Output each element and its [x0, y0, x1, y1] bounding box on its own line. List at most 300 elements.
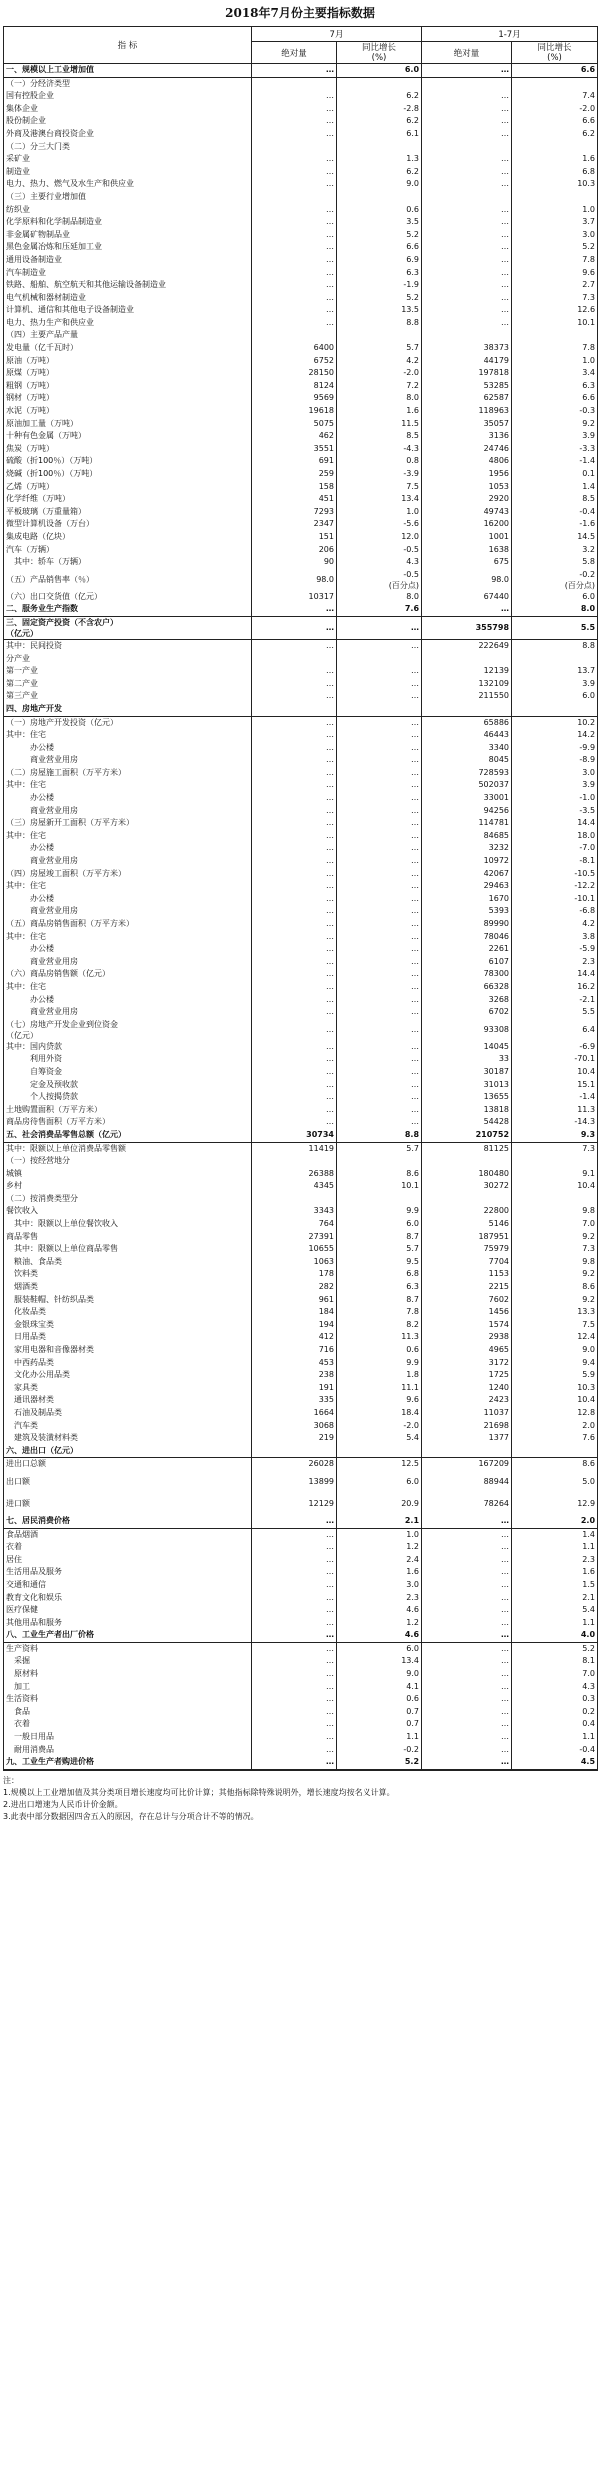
month-abs-value: 28150 — [252, 367, 337, 380]
ytd-abs-value: … — [422, 1592, 512, 1605]
indicator-name: 其中：住宅 — [4, 779, 252, 792]
month-growth-value: … — [337, 1019, 422, 1041]
month-abs-value: … — [252, 1642, 337, 1655]
table-row — [4, 1554, 598, 1567]
ytd-abs-value: 65886 — [422, 716, 512, 729]
ytd-growth-value: -10.5 — [512, 868, 598, 881]
indicator-name: 烟酒类 — [4, 1281, 252, 1294]
month-abs-value: 453 — [252, 1357, 337, 1370]
indicator-name: 办公楼 — [4, 893, 252, 906]
table-row — [4, 1231, 598, 1244]
month-abs-value: … — [252, 1668, 337, 1681]
indicator-name: 化妆品类 — [4, 1306, 252, 1319]
month-growth-value: 9.0 — [337, 1668, 422, 1681]
month-growth-value: 11.3 — [337, 1331, 422, 1344]
month-abs-value: 12129 — [252, 1493, 337, 1515]
ytd-growth-value — [512, 77, 598, 90]
month-growth-value: 1.2 — [337, 1617, 422, 1630]
ytd-abs-value: 10972 — [422, 855, 512, 868]
month-growth-value: 11.1 — [337, 1382, 422, 1395]
ytd-growth-value: 10.4 — [512, 1066, 598, 1079]
indicator-name: 纺织业 — [4, 204, 252, 217]
ytd-abs-value: 502037 — [422, 779, 512, 792]
month-abs-value: 3551 — [252, 443, 337, 456]
month-growth-value — [337, 1155, 422, 1168]
ytd-growth-value: -6.8 — [512, 905, 598, 918]
table-row — [4, 468, 598, 481]
table-row — [4, 392, 598, 405]
ytd-abs-value — [422, 703, 512, 716]
ytd-growth-value: 1.1 — [512, 1731, 598, 1744]
table-row — [4, 443, 598, 456]
month-abs-value: … — [252, 1718, 337, 1731]
ytd-abs-value: 13818 — [422, 1104, 512, 1117]
ytd-growth-value: -8.9 — [512, 754, 598, 767]
indicator-name: 第二产业 — [4, 678, 252, 691]
indicator-name: 进出口总额 — [4, 1458, 252, 1471]
month-abs-value: 26028 — [252, 1458, 337, 1471]
table-row — [4, 1579, 598, 1592]
month-abs-value: … — [252, 1541, 337, 1554]
month-abs-value: … — [252, 1744, 337, 1757]
table-row — [4, 153, 598, 166]
ytd-abs-value: 33001 — [422, 792, 512, 805]
ytd-growth-value: 16.2 — [512, 981, 598, 994]
ytd-abs-value: 33 — [422, 1053, 512, 1066]
table-row — [4, 1019, 598, 1041]
table-row — [4, 1744, 598, 1757]
table-row — [4, 1617, 598, 1630]
month-abs-value: … — [252, 981, 337, 994]
ytd-growth-value: -8.1 — [512, 855, 598, 868]
indicator-name: 办公楼 — [4, 792, 252, 805]
ytd-abs-value: 53285 — [422, 380, 512, 393]
month-growth-value: … — [337, 1104, 422, 1117]
ytd-growth-value: 1.6 — [512, 153, 598, 166]
table-row — [4, 616, 598, 639]
table-row — [4, 1566, 598, 1579]
ytd-abs-value: 8045 — [422, 754, 512, 767]
ytd-growth-value — [512, 1155, 598, 1168]
ytd-growth-value: 3.9 — [512, 430, 598, 443]
month-abs-value: … — [252, 64, 337, 78]
ytd-abs-value: … — [422, 64, 512, 78]
ytd-growth-value: 11.3 — [512, 1104, 598, 1117]
ytd-growth-value: 1.0 — [512, 204, 598, 217]
ytd-abs-value: 81125 — [422, 1142, 512, 1155]
ytd-abs-value: … — [422, 1642, 512, 1655]
indicator-name: 自筹资金 — [4, 1066, 252, 1079]
ytd-abs-value: 197818 — [422, 367, 512, 380]
month-growth-header: 同比增长 (%) — [337, 42, 422, 64]
month-growth-value: 13.5 — [337, 304, 422, 317]
month-growth-value: 8.8 — [337, 1129, 422, 1142]
table-row — [4, 994, 598, 1007]
month-growth-value: 7.8 — [337, 1306, 422, 1319]
ytd-growth-value: 13.3 — [512, 1306, 598, 1319]
ytd-abs-value — [422, 329, 512, 342]
month-abs-value: … — [252, 868, 337, 881]
month-growth-value: 2.1 — [337, 1515, 422, 1528]
table-row — [4, 1693, 598, 1706]
indicator-name: 七、居民消费价格 — [4, 1515, 252, 1528]
ytd-growth-value: 3.7 — [512, 216, 598, 229]
ytd-growth-value: 3.0 — [512, 767, 598, 780]
table-row — [4, 603, 598, 616]
ytd-abs-value: 2938 — [422, 1331, 512, 1344]
indicator-name: 办公楼 — [4, 943, 252, 956]
month-abs-value: … — [252, 1528, 337, 1541]
ytd-growth-value: 18.0 — [512, 830, 598, 843]
ytd-abs-value: 1240 — [422, 1382, 512, 1395]
month-abs-value: … — [252, 742, 337, 755]
ytd-growth-value: 5.0 — [512, 1471, 598, 1493]
ytd-abs-value: 67440 — [422, 591, 512, 604]
ytd-growth-value: 7.6 — [512, 1432, 598, 1445]
table-row — [4, 204, 598, 217]
month-growth-value — [337, 653, 422, 666]
month-abs-value: … — [252, 254, 337, 267]
table-row — [4, 792, 598, 805]
table-row — [4, 1218, 598, 1231]
month-growth-value: 3.0 — [337, 1579, 422, 1592]
month-growth-value: 12.0 — [337, 531, 422, 544]
month-abs-value: … — [252, 716, 337, 729]
indicator-name: 其中：限额以上单位消费品零售额 — [4, 1142, 252, 1155]
month-abs-value: … — [252, 1091, 337, 1104]
table-row — [4, 216, 598, 229]
indicator-name: 汽车（万辆） — [4, 544, 252, 557]
month-abs-value: … — [252, 1681, 337, 1694]
month-abs-value: … — [252, 1104, 337, 1117]
month-abs-value: 259 — [252, 468, 337, 481]
ytd-abs-value: … — [422, 166, 512, 179]
ytd-growth-value: 3.4 — [512, 367, 598, 380]
ytd-growth-value: 7.8 — [512, 342, 598, 355]
ytd-abs-value: 46443 — [422, 729, 512, 742]
ytd-header: 1-7月 — [422, 27, 598, 42]
indicator-name: 采掘 — [4, 1655, 252, 1668]
indicator-name: 十种有色金属（万吨） — [4, 430, 252, 443]
month-growth-value: -4.3 — [337, 443, 422, 456]
ytd-growth-value: 8.0 — [512, 603, 598, 616]
month-growth-value — [337, 703, 422, 716]
month-growth-value: 8.8 — [337, 317, 422, 330]
ytd-growth-value: 7.4 — [512, 90, 598, 103]
indicator-name: 商业营业用房 — [4, 754, 252, 767]
month-growth-value: … — [337, 994, 422, 1007]
month-growth-value: 2.4 — [337, 1554, 422, 1567]
ytd-abs-value — [422, 141, 512, 154]
month-growth-value: 6.8 — [337, 1268, 422, 1281]
month-growth-value: 8.6 — [337, 1168, 422, 1181]
month-growth-value: 6.2 — [337, 90, 422, 103]
indicator-name: （五）产品销售率（％） — [4, 569, 252, 591]
table-row — [4, 1592, 598, 1605]
month-abs-value: … — [252, 665, 337, 678]
ytd-growth-value: 9.2 — [512, 418, 598, 431]
ytd-abs-value: … — [422, 1515, 512, 1528]
table-row — [4, 981, 598, 994]
table-row — [4, 1718, 598, 1731]
indicator-name: 生产资料 — [4, 1642, 252, 1655]
month-abs-value: … — [252, 229, 337, 242]
table-row — [4, 943, 598, 956]
month-abs-value: … — [252, 128, 337, 141]
table-row — [4, 1642, 598, 1655]
table-row — [4, 1629, 598, 1642]
indicator-name: 分产业 — [4, 653, 252, 666]
table-row — [4, 1344, 598, 1357]
indicator-name: 通讯器材类 — [4, 1394, 252, 1407]
table-row — [4, 817, 598, 830]
table-row — [4, 1168, 598, 1181]
indicator-name: 原油加工量（万吨） — [4, 418, 252, 431]
ytd-abs-value: 180480 — [422, 1168, 512, 1181]
table-row — [4, 779, 598, 792]
table-row — [4, 1382, 598, 1395]
ytd-growth-value: 0.1 — [512, 468, 598, 481]
ytd-abs-value: 1956 — [422, 468, 512, 481]
table-row — [4, 1006, 598, 1019]
table-row — [4, 115, 598, 128]
month-growth-value: … — [337, 981, 422, 994]
indicator-name: （五）商品房销售面积（万平方米） — [4, 918, 252, 931]
month-growth-value: 4.1 — [337, 1681, 422, 1694]
month-growth-value: -2.0 — [337, 1420, 422, 1433]
ytd-growth-value: 10.4 — [512, 1394, 598, 1407]
month-abs-value: … — [252, 1706, 337, 1719]
ytd-abs-value: 94256 — [422, 805, 512, 818]
month-growth-value: 6.1 — [337, 128, 422, 141]
ytd-abs-value: … — [422, 1554, 512, 1567]
indicator-name: （一）按经营地分 — [4, 1155, 252, 1168]
table-row — [4, 178, 598, 191]
month-growth-value: 7.5 — [337, 481, 422, 494]
month-growth-value: -5.6 — [337, 518, 422, 531]
ytd-growth-value: 3.9 — [512, 779, 598, 792]
table-row — [4, 918, 598, 931]
ytd-abs-value: 12139 — [422, 665, 512, 678]
table-row — [4, 1420, 598, 1433]
month-growth-value: … — [337, 678, 422, 691]
table-row — [4, 1528, 598, 1541]
ytd-growth-value: 6.6 — [512, 64, 598, 78]
indicator-name: （二）分三大门类 — [4, 141, 252, 154]
ytd-abs-value: 1670 — [422, 893, 512, 906]
indicator-name: 一般日用品 — [4, 1731, 252, 1744]
ytd-growth-value: 2.7 — [512, 279, 598, 292]
ytd-abs-value: 5393 — [422, 905, 512, 918]
ytd-growth-value: 14.5 — [512, 531, 598, 544]
month-growth-value: … — [337, 1006, 422, 1019]
month-growth-value: … — [337, 893, 422, 906]
indicator-name: 其中：轿车（万辆） — [4, 556, 252, 569]
month-abs-value: … — [252, 918, 337, 931]
indicator-name: 六、进出口（亿元） — [4, 1445, 252, 1458]
ytd-growth-value: 1.1 — [512, 1617, 598, 1630]
indicator-name: 黑色金属冶炼和压延加工业 — [4, 241, 252, 254]
ytd-abs-value: … — [422, 254, 512, 267]
month-abs-value: … — [252, 1053, 337, 1066]
table-row — [4, 703, 598, 716]
indicator-name: 其中：住宅 — [4, 981, 252, 994]
month-abs-value: 6752 — [252, 355, 337, 368]
ytd-abs-value: … — [422, 216, 512, 229]
ytd-abs-value: … — [422, 304, 512, 317]
indicator-name: 出口额 — [4, 1471, 252, 1493]
table-row — [4, 1268, 598, 1281]
table-row — [4, 405, 598, 418]
table-row — [4, 754, 598, 767]
table-row — [4, 1142, 598, 1155]
indicator-name: 其他用品和服务 — [4, 1617, 252, 1630]
ytd-abs-value: 114781 — [422, 817, 512, 830]
table-row — [4, 1458, 598, 1471]
month-abs-value: 764 — [252, 1218, 337, 1231]
ytd-abs-value: … — [422, 1718, 512, 1731]
month-growth-value: … — [337, 842, 422, 855]
table-row — [4, 1180, 598, 1193]
ytd-growth-value: 2.3 — [512, 956, 598, 969]
month-abs-value: 19618 — [252, 405, 337, 418]
month-abs-value: … — [252, 1554, 337, 1567]
month-growth-value: 5.7 — [337, 1243, 422, 1256]
month-abs-value: … — [252, 1604, 337, 1617]
month-abs-value: … — [252, 968, 337, 981]
table-row — [4, 855, 598, 868]
indicator-name: 其中：住宅 — [4, 880, 252, 893]
ytd-growth-value — [512, 1193, 598, 1206]
ytd-abs-value — [422, 77, 512, 90]
ytd-growth-value: 12.6 — [512, 304, 598, 317]
indicator-name: 其中：限额以上单位商品零售 — [4, 1243, 252, 1256]
month-growth-value — [337, 1445, 422, 1458]
indicator-name: 服装鞋帽、针纺织品类 — [4, 1294, 252, 1307]
ytd-growth-value: 1.1 — [512, 1541, 598, 1554]
indicator-name: 生活资料 — [4, 1693, 252, 1706]
table-row — [4, 455, 598, 468]
table-row — [4, 742, 598, 755]
ytd-abs-value: … — [422, 1668, 512, 1681]
month-growth-value: … — [337, 767, 422, 780]
month-abs-value: … — [252, 943, 337, 956]
month-abs-value: … — [252, 893, 337, 906]
table-row — [4, 544, 598, 557]
ytd-abs-value: 54428 — [422, 1116, 512, 1129]
ytd-growth-value — [512, 329, 598, 342]
month-growth-value: -1.9 — [337, 279, 422, 292]
month-abs-value: 194 — [252, 1319, 337, 1332]
month-abs-value: 26388 — [252, 1168, 337, 1181]
ytd-abs-value: 62587 — [422, 392, 512, 405]
ytd-abs-value: … — [422, 1604, 512, 1617]
month-abs-value — [252, 703, 337, 716]
ytd-growth-value: 9.2 — [512, 1294, 598, 1307]
table-row — [4, 1129, 598, 1142]
ytd-growth-value: 15.1 — [512, 1079, 598, 1092]
ytd-growth-value — [512, 653, 598, 666]
ytd-growth-value: 3.9 — [512, 678, 598, 691]
ytd-abs-value: 2261 — [422, 943, 512, 956]
month-abs-value: … — [252, 1515, 337, 1528]
ytd-abs-value: 78046 — [422, 931, 512, 944]
ytd-abs-value: 88944 — [422, 1471, 512, 1493]
ytd-abs-value: … — [422, 1629, 512, 1642]
ytd-abs-value — [422, 653, 512, 666]
month-abs-value: … — [252, 616, 337, 639]
month-abs-value: … — [252, 931, 337, 944]
month-abs-value: 451 — [252, 493, 337, 506]
indicator-name: 平板玻璃（万重量箱） — [4, 506, 252, 519]
ytd-growth-value: 3.8 — [512, 931, 598, 944]
ytd-growth-value: 8.6 — [512, 1458, 598, 1471]
table-row — [4, 556, 598, 569]
table-row — [4, 569, 598, 591]
month-abs-value: 716 — [252, 1344, 337, 1357]
month-abs-value: 27391 — [252, 1231, 337, 1244]
month-growth-value: 5.2 — [337, 229, 422, 242]
month-abs-value: … — [252, 1756, 337, 1770]
month-abs-value — [252, 77, 337, 90]
indicator-name: 一、规模以上工业增加值 — [4, 64, 252, 78]
table-row — [4, 1668, 598, 1681]
table-row — [4, 1306, 598, 1319]
ytd-growth-value: 3.0 — [512, 229, 598, 242]
ytd-growth-value: -0.2 (百分点) — [512, 569, 598, 591]
ytd-growth-value — [512, 191, 598, 204]
indicator-name: 衣着 — [4, 1541, 252, 1554]
indicator-name: 焦炭（万吨） — [4, 443, 252, 456]
indicator-name: 钢材（万吨） — [4, 392, 252, 405]
footnote-line: 2.进出口增速为人民币计价金额。 — [3, 1799, 123, 1809]
table-row — [4, 1281, 598, 1294]
ytd-growth-value — [512, 141, 598, 154]
month-abs-value: 462 — [252, 430, 337, 443]
ytd-growth-value: 6.0 — [512, 591, 598, 604]
table-row — [4, 279, 598, 292]
month-growth-value — [337, 1193, 422, 1206]
month-growth-value — [337, 141, 422, 154]
month-abs-value: … — [252, 956, 337, 969]
indicator-name: 二、服务业生产指数 — [4, 603, 252, 616]
month-abs-value: 10317 — [252, 591, 337, 604]
month-abs-value: … — [252, 842, 337, 855]
indicator-name: 商业营业用房 — [4, 905, 252, 918]
indicator-name: 硫酸（折100％）（万吨） — [4, 455, 252, 468]
ytd-abs-value: 66328 — [422, 981, 512, 994]
ytd-abs-value: … — [422, 1579, 512, 1592]
month-growth-value: 5.2 — [337, 1756, 422, 1770]
ytd-growth-value: 12.9 — [512, 1493, 598, 1515]
table-row — [4, 868, 598, 881]
ytd-abs-value: 84685 — [422, 830, 512, 843]
ytd-growth-value: -1.0 — [512, 792, 598, 805]
month-growth-value: 8.7 — [337, 1294, 422, 1307]
indicator-name: 电力、热力、燃气及水生产和供应业 — [4, 178, 252, 191]
ytd-growth-value: -2.0 — [512, 103, 598, 116]
month-abs-value: … — [252, 292, 337, 305]
month-growth-value: … — [337, 690, 422, 703]
month-growth-value: 6.9 — [337, 254, 422, 267]
table-row — [4, 1053, 598, 1066]
month-growth-value: … — [337, 754, 422, 767]
indicator-name: 九、工业生产者购进价格 — [4, 1756, 252, 1770]
month-growth-value: 12.5 — [337, 1458, 422, 1471]
indicator-name: 国有控股企业 — [4, 90, 252, 103]
indicator-name: 生活用品及服务 — [4, 1566, 252, 1579]
indicator-name: 股份制企业 — [4, 115, 252, 128]
